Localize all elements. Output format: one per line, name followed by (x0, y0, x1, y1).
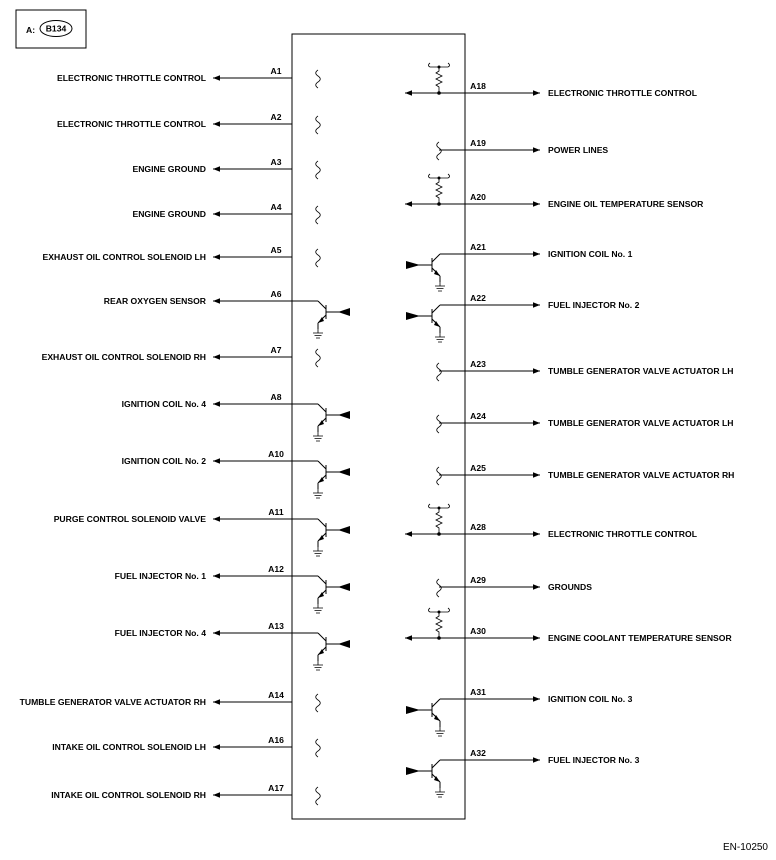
pin-label: A30 (470, 626, 486, 636)
ground-symbol (435, 725, 445, 736)
pin-label: A18 (470, 81, 486, 91)
pin-label: A24 (470, 411, 486, 421)
pin-label: A4 (270, 202, 282, 212)
pin-label: A19 (470, 138, 486, 148)
circuit-label: PURGE CONTROL SOLENOID VALVE (53, 514, 206, 524)
left-pin-a13 (115, 621, 350, 670)
circuit-label: POWER LINES (548, 145, 609, 155)
pin-label: A21 (470, 242, 486, 252)
wavy-break-symbol (437, 579, 442, 597)
pin-label: A11 (268, 507, 284, 517)
circuit-label: EXHAUST OIL CONTROL SOLENOID RH (41, 352, 206, 362)
transistor-input-arrow (338, 308, 350, 316)
circuit-label: ENGINE GROUND (132, 164, 206, 174)
circuit-label: INTAKE OIL CONTROL SOLENOID LH (52, 742, 206, 752)
transistor-input-arrow (338, 526, 350, 534)
right-pin-a23 (437, 359, 734, 381)
wire-arrow (533, 420, 540, 426)
wavy-break-symbol (316, 206, 321, 224)
connector-tag (16, 10, 86, 48)
junction-dot (438, 507, 441, 510)
wire-arrow (213, 298, 220, 304)
right-pin-a18 (405, 63, 697, 98)
wire-arrow (213, 75, 220, 81)
pin-label: A14 (268, 690, 284, 700)
wire-arrow (213, 211, 220, 217)
pin-label: A23 (470, 359, 486, 369)
resistor-zigzag (436, 178, 442, 204)
wire-arrow (533, 201, 540, 207)
pin-label: A7 (270, 345, 282, 355)
circuit-label: FUEL INJECTOR No. 4 (114, 628, 206, 638)
wire-arrow (405, 90, 412, 96)
junction-dot (437, 91, 441, 95)
left-pin-a5 (43, 245, 321, 267)
pin-label: A1 (270, 66, 282, 76)
circuit-label: ELECTRONIC THROTTLE CONTROL (57, 119, 206, 129)
ground-symbol (435, 786, 445, 797)
ground-symbol (313, 487, 323, 498)
wire-arrow (533, 584, 540, 590)
wire-arrow (213, 166, 220, 172)
pin-label: A22 (470, 293, 486, 303)
left-pin-a16 (52, 735, 320, 757)
right-pin-a22 (406, 293, 640, 342)
right-pin-a24 (437, 411, 734, 433)
wavy-break-symbol (437, 142, 442, 160)
connector-id: B134 (45, 23, 67, 34)
wire-arrow (213, 121, 220, 127)
junction-dot (437, 636, 441, 640)
circuit-label: FUEL INJECTOR No. 1 (114, 571, 206, 581)
pin-label: A32 (470, 748, 486, 758)
wire-arrow (213, 573, 220, 579)
wavy-break-symbol (316, 694, 321, 712)
wire-arrow (213, 254, 220, 260)
transistor-input-arrow (338, 583, 350, 591)
circuit-label: FUEL INJECTOR No. 3 (548, 755, 640, 765)
transistor-input-arrow (338, 640, 350, 648)
pin-label: A20 (470, 192, 486, 202)
wire-arrow (533, 531, 540, 537)
circuit-label: INTAKE OIL CONTROL SOLENOID RH (51, 790, 206, 800)
left-pin-a1 (57, 66, 320, 88)
circuit-label: TUMBLE GENERATOR VALVE ACTUATOR RH (548, 470, 735, 480)
wire-arrow (213, 744, 220, 750)
circuit-label: ELECTRONIC THROTTLE CONTROL (57, 73, 206, 83)
wire-arrow (213, 354, 220, 360)
circuit-label: TUMBLE GENERATOR VALVE ACTUATOR LH (548, 366, 734, 376)
wire-arrow (405, 531, 412, 537)
ground-symbol (313, 430, 323, 441)
wire-arrow (533, 90, 540, 96)
circuit-label: FUEL INJECTOR No. 2 (548, 300, 640, 310)
wire-arrow (533, 147, 540, 153)
wire-arrow (213, 699, 220, 705)
pin-label: A8 (270, 392, 282, 402)
right-pin-a28 (405, 504, 697, 539)
right-pin-a25 (437, 463, 735, 485)
pin-label: A10 (268, 449, 284, 459)
pin-label: A12 (268, 564, 284, 574)
circuit-label: IGNITION COIL No. 3 (548, 694, 633, 704)
ground-symbol (313, 545, 323, 556)
right-pin-a19 (437, 138, 609, 160)
pin-label: A2 (270, 112, 282, 122)
transistor-input-arrow (338, 411, 350, 419)
wire-arrow (533, 251, 540, 257)
junction-dot (438, 611, 441, 614)
wire-arrow (213, 792, 220, 798)
pin-label: A3 (270, 157, 282, 167)
wire-arrow (213, 458, 220, 464)
pin-label: A29 (470, 575, 486, 585)
ground-symbol (435, 331, 445, 342)
circuit-label: ENGINE COOLANT TEMPERATURE SENSOR (548, 633, 732, 643)
left-pin-a11 (54, 507, 350, 556)
ground-symbol (435, 280, 445, 291)
pin-label: A28 (470, 522, 486, 532)
pin-label: A13 (268, 621, 284, 631)
circuit-label: REAR OXYGEN SENSOR (103, 296, 206, 306)
wavy-break-symbol (316, 70, 321, 88)
circuit-label: ENGINE OIL TEMPERATURE SENSOR (548, 199, 704, 209)
transistor-input-arrow (406, 261, 420, 269)
pin-label: A31 (470, 687, 486, 697)
wire-arrow (533, 368, 540, 374)
transistor-input-arrow (406, 706, 420, 714)
pin-label: A6 (270, 289, 282, 299)
wavy-break-symbol (316, 349, 321, 367)
wavy-break-symbol (437, 415, 442, 433)
pin-label: A25 (470, 463, 486, 473)
left-pin-a8 (122, 392, 350, 441)
circuit-label: IGNITION COIL No. 1 (548, 249, 633, 259)
transistor-input-arrow (406, 312, 420, 320)
wire-arrow (533, 757, 540, 763)
circuit-label: EXHAUST OIL CONTROL SOLENOID LH (42, 252, 206, 262)
wavy-break-symbol (437, 363, 442, 381)
left-pin-a6 (104, 289, 350, 338)
figure-code: EN-10250 (722, 842, 768, 853)
left-pin-a14 (20, 690, 321, 712)
junction-dot (437, 532, 441, 536)
wire-group (20, 63, 735, 805)
wire-arrow (405, 201, 412, 207)
circuit-label: ELECTRONIC THROTTLE CONTROL (548, 88, 697, 98)
circuit-label: ELECTRONIC THROTTLE CONTROL (548, 529, 697, 539)
circuit-label: IGNITION COIL No. 4 (121, 399, 206, 409)
right-pin-a20 (405, 174, 704, 209)
ground-symbol (313, 602, 323, 613)
wire-arrow (213, 516, 220, 522)
circuit-label: IGNITION COIL No. 2 (121, 456, 206, 466)
circuit-label: TUMBLE GENERATOR VALVE ACTUATOR LH (548, 418, 734, 428)
wavy-break-symbol (316, 787, 321, 805)
wavy-break-symbol (316, 249, 321, 267)
pin-label: A5 (270, 245, 282, 255)
junction-dot (438, 66, 441, 69)
circuit-label: GROUNDS (548, 582, 592, 592)
left-pin-a12 (115, 564, 350, 613)
right-pin-a31 (406, 687, 633, 736)
right-pin-a32 (406, 748, 640, 797)
left-pin-a7 (42, 345, 321, 367)
pin-label: A16 (268, 735, 284, 745)
connector-prefix: A: (26, 25, 36, 35)
circuit-label: TUMBLE GENERATOR VALVE ACTUATOR RH (19, 697, 206, 707)
left-pin-a2 (57, 112, 320, 134)
wire-arrow (533, 696, 540, 702)
wire-arrow (213, 401, 220, 407)
wire-arrow (213, 630, 220, 636)
wavy-break-symbol (437, 467, 442, 485)
pin-label: A17 (268, 783, 284, 793)
junction-dot (438, 177, 441, 180)
wire-arrow (533, 635, 540, 641)
wavy-break-symbol (316, 161, 321, 179)
wavy-break-symbol (316, 116, 321, 134)
wire-arrow (533, 302, 540, 308)
transistor-input-arrow (406, 767, 420, 775)
circuit-label: ENGINE GROUND (132, 209, 206, 219)
ground-symbol (313, 659, 323, 670)
left-pin-a10 (122, 449, 350, 498)
right-pin-a30 (405, 608, 732, 643)
resistor-zigzag (436, 612, 442, 638)
right-pin-a21 (406, 242, 633, 291)
ground-symbol (313, 327, 323, 338)
junction-dot (437, 202, 441, 206)
wavy-break-symbol (316, 739, 321, 757)
right-pin-a29 (437, 575, 592, 597)
resistor-zigzag (436, 67, 442, 93)
transistor-input-arrow (338, 468, 350, 476)
wire-arrow (405, 635, 412, 641)
left-pin-a17 (51, 783, 320, 805)
wire-arrow (533, 472, 540, 478)
resistor-zigzag (436, 508, 442, 534)
